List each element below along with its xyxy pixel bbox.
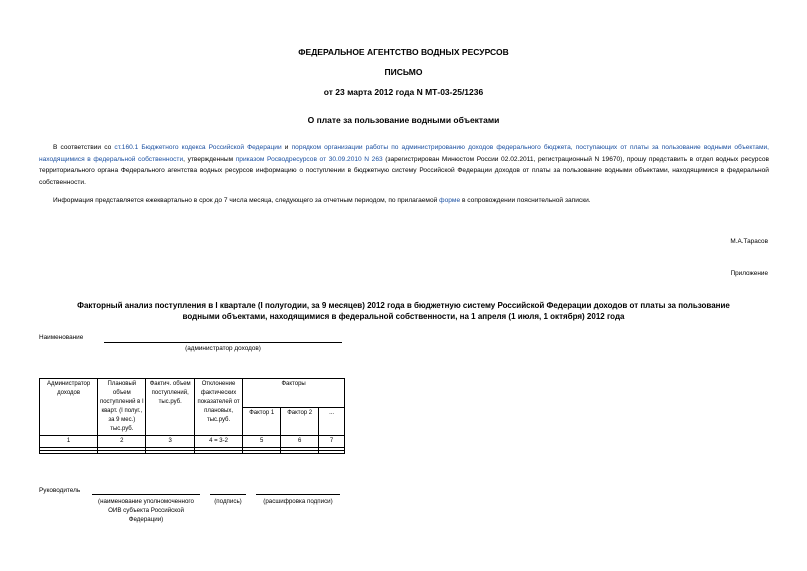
header-factor-2: Фактор 2: [281, 407, 319, 436]
link-form[interactable]: форме: [439, 197, 461, 204]
head-label: Руководитель: [39, 487, 81, 494]
org-underline: [92, 494, 200, 495]
header-actual: Фактич. объем поступлений, тыс.руб.: [146, 379, 194, 436]
col-number: 7: [319, 436, 345, 448]
appendix-title-line-2: водными объектами, находящимися в федеральной собственности, на 1 апреля (1 июля, 1 октября) 2012 года: [182, 312, 625, 321]
col-number: 4 = 3-2: [194, 436, 242, 448]
signature-underline: [210, 494, 246, 495]
body-paragraph-1: В соответствии со ст.160.1 Бюджетного кодекса Российской Федерации и порядком организации работы по администрированию доходов федерального бюджета, поступающих от платы за пользование водными объектами, находящимися в федеральной собственности, утвержденным приказом Росводресурсов от 30.09.2010 N 263 (зарегистрирован Минюстом России 02.02.2011, регистрационный N 19670), прошу представить в отдел водных ресурсов территориального органа Федерального агентства водных ресурсов информацию о поступлении в бюджетную систему Российской Федерации доходов от платы за пользование водными объектами, находящимися в федеральной собственности.: [39, 144, 769, 186]
name-label: Наименование: [39, 334, 84, 341]
link-order-263[interactable]: приказом Росводресурсов от 30.09.2010 N 263: [235, 155, 383, 163]
document-type: ПИСЬМО: [384, 67, 423, 77]
document-subject: О плате за пользование водными объектами: [307, 115, 500, 125]
caption-signature: (подпись): [214, 498, 242, 505]
table-empty-row: [40, 451, 345, 454]
header-deviation: Отклонение фактических показателей от плановых, тыс.руб.: [194, 379, 242, 436]
col-number: 2: [98, 436, 146, 448]
header-admin: Администратор доходов: [40, 379, 98, 436]
col-number: 1: [40, 436, 98, 448]
caption-decode: (расшифровка подписи): [263, 498, 333, 505]
col-number: 5: [243, 436, 281, 448]
signatory-name: М.А.Тарасов: [730, 238, 768, 245]
header-factor-more: ...: [319, 407, 345, 436]
factor-analysis-table: [39, 378, 345, 454]
link-admin-procedure[interactable]: порядком организации работы по администрированию доходов федерального бюджета, поступающих от платы за пользование водными объектами, находящимися в федеральной собственности: [39, 144, 769, 163]
appendix-label: Приложение: [730, 270, 768, 277]
link-budget-code[interactable]: ст.160.1 Бюджетного кодекса Российской Федерации: [114, 144, 282, 151]
table-number-row: [40, 436, 345, 448]
name-underline: [104, 342, 342, 343]
table-header-row: [40, 379, 345, 408]
caption-org: (наименование уполномоченного ОИВ субъекта Российской Федерации): [98, 498, 194, 523]
header-planned: Плановый объем поступлений в I кварт. (I полуг., за 9 мес.) тыс.руб.: [98, 379, 146, 436]
document-date-number: от 23 марта 2012 года N МТ-03-25/1236: [323, 87, 484, 97]
header-factor-1: Фактор 1: [243, 407, 281, 436]
col-number: 3: [146, 436, 194, 448]
header-factors: Факторы: [243, 379, 345, 408]
body-paragraph-2: Информация представляется ежеквартально в срок до 7 числа месяца, следующего за отчетным периодом, по прилагаемой форме в сопровождении пояснительной записки.: [53, 197, 591, 204]
appendix-title-line-1: Факторный анализ поступления в I квартале (I полугодии, за 9 месяцев) 2012 года в бюджетную систему Российской Федерации доходов от платы за пользование: [77, 301, 730, 310]
col-number: 6: [281, 436, 319, 448]
decode-underline: [256, 494, 340, 495]
admin-caption: (администратор доходов): [185, 345, 261, 352]
agency-title: ФЕДЕРАЛЬНОЕ АГЕНТСТВО ВОДНЫХ РЕСУРСОВ: [298, 47, 509, 57]
